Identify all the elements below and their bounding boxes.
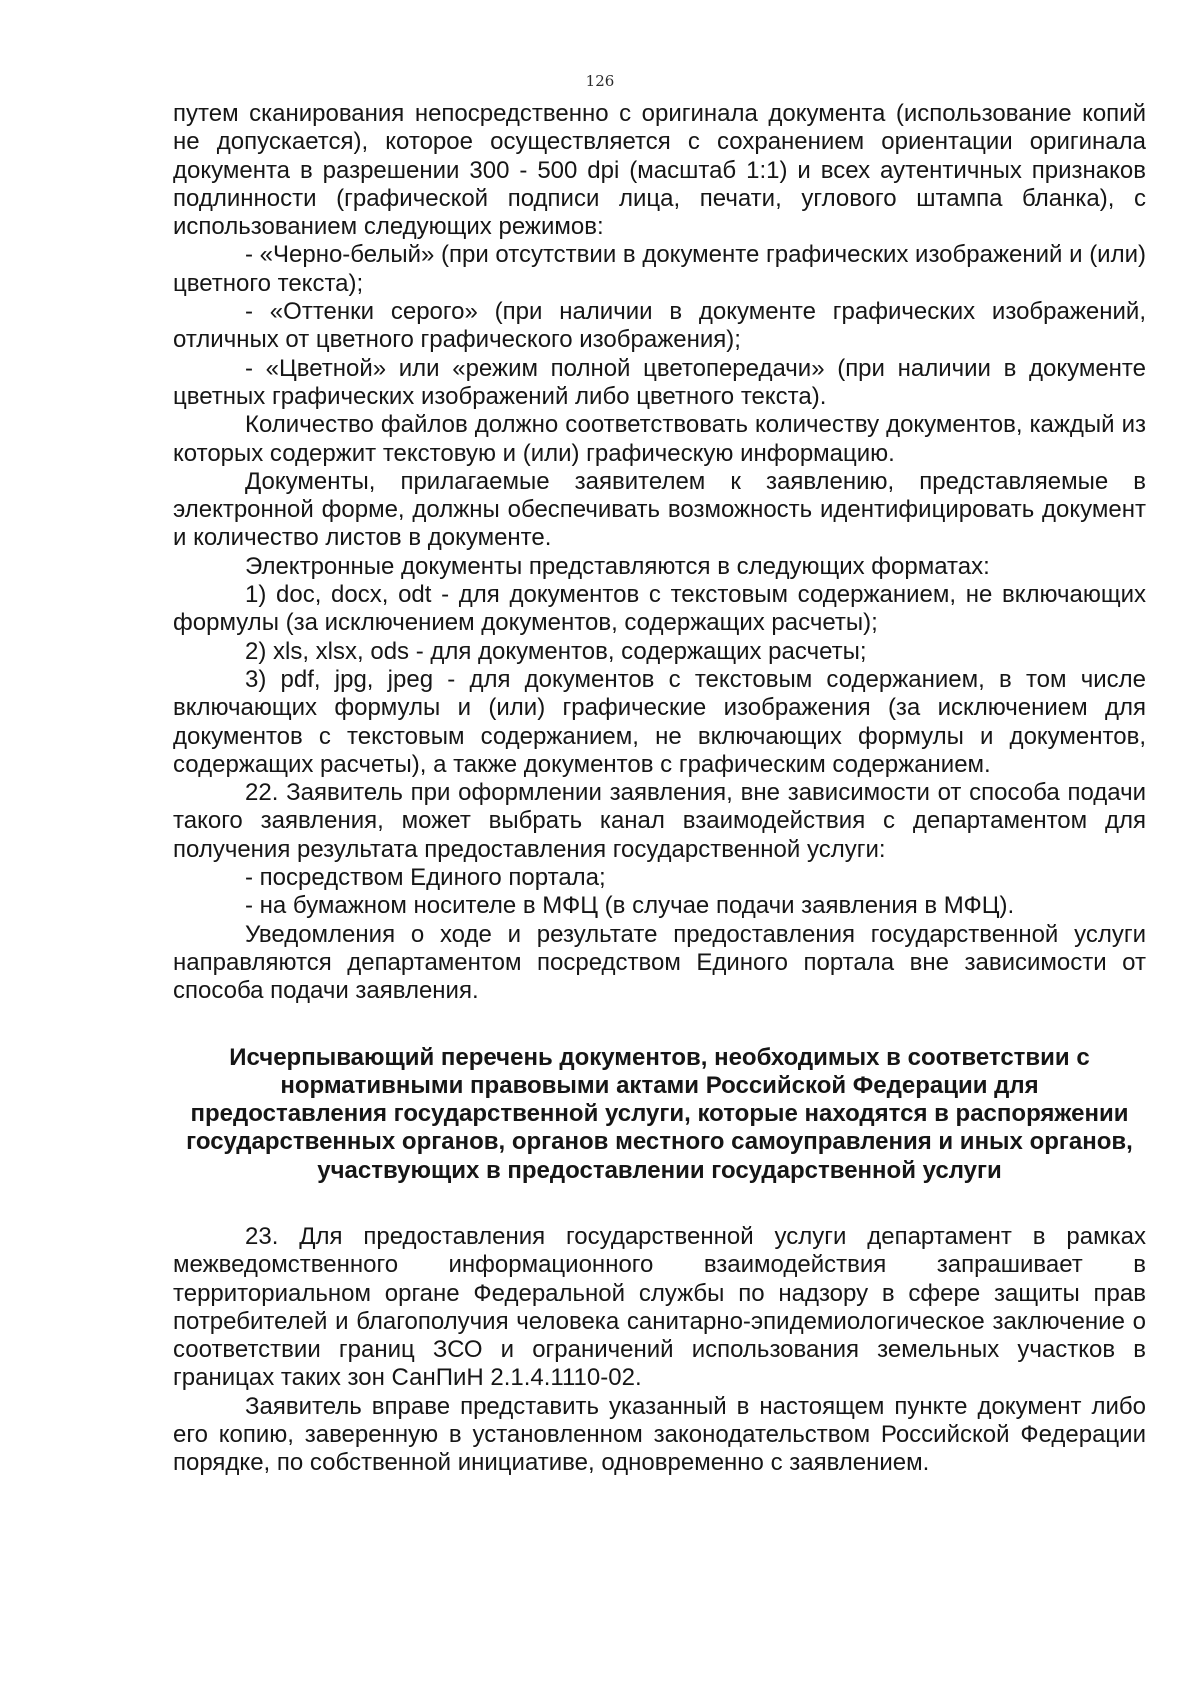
paragraph: - «Оттенки серого» (при наличии в документе графических изображений, отличных от цветного графического изображения);: [173, 298, 1146, 354]
page-number: 126: [585, 72, 615, 90]
paragraph: 22. Заявитель при оформлении заявления, вне зависимости от способа подачи такого заявления, может выбрать канал взаимодействия с департаментом для получения результата предоставления государственной услуги:: [173, 779, 1146, 863]
paragraph: Количество файлов должно соответствовать количеству документов, каждый из которых содержит текстовую и (или) графическую информацию.: [173, 411, 1146, 467]
paragraph: - «Черно-белый» (при отсутствии в документе графических изображений и (или) цветного текста);: [173, 241, 1146, 297]
paragraph: - «Цветной» или «режим полной цветопередачи» (при наличии в документе цветных графических изображений либо цветного текста).: [173, 354, 1146, 410]
paragraph: путем сканирования непосредственно с оригинала документа (использование копий не допускается), которое осуществляется с сохранением ориентации оригинала документа в разрешении 300 - 500 dpi (масштаб 1:1) и всех аутентичных признаков подлинности (графической подписи лица, печати, углового штампа бланка), с использованием следующих режимов:: [173, 100, 1146, 241]
section-after-heading: [173, 1223, 1146, 1478]
paragraph: 3) pdf, jpg, jpeg - для документов с текстовым содержанием, в том числе включающих формулы и (или) графические изображения (за исключением для документов с текстовым содержанием, не включающих формулы и документов, содержащих расчеты), а также документов с графическим содержанием.: [173, 665, 1146, 778]
paragraph: Электронные документы представляются в следующих форматах:: [245, 552, 990, 580]
section-before-heading: [173, 100, 1146, 1006]
paragraph: Заявитель вправе представить указанный в настоящем пункте документ либо его копию, заверенную в установленном законодательством Российской Федерации порядке, по собственной инициативе, одновременно с заявлением.: [173, 1392, 1146, 1477]
document-body: [173, 100, 1146, 1478]
paragraph: 1) doc, docx, odt - для документов с текстовым содержанием, не включающих формулы (за исключением документов, содержащих расчеты);: [173, 581, 1146, 637]
paragraph: Уведомления о ходе и результате предоставления государственной услуги направляются департаментом посредством Единого портала вне зависимости от способа подачи заявления.: [173, 920, 1146, 1005]
section-heading: Исчерпывающий перечень документов, необходимых в соответствии с нормативными правовыми актами Российской Федерации для предоставления государственной услуги, которые находятся в распоряжении государственных органов, органов местного самоуправления и иных органов, участвующих в предоставлении государственной услуги: [186, 1043, 1133, 1184]
paragraph: - на бумажном носителе в МФЦ (в случае подачи заявления в МФЦ).: [245, 892, 1015, 920]
paragraph: - посредством Единого портала;: [245, 864, 606, 892]
paragraph: 23. Для предоставления государственной услуги департамент в рамках межведомственного информационного взаимодействия запрашивает в территориальном органе Федеральной службы по надзору в сфере защиты прав потребителей и благополучия человека санитарно-эпидемиологическое заключение о соответствии границ ЗСО и ограничений использования земельных участков в границах таких зон СанПиН 2.1.4.1110-02.: [173, 1222, 1146, 1392]
paragraph: Документы, прилагаемые заявителем к заявлению, представляемые в электронной форме, должны обеспечивать возможность идентифицировать документ и количество листов в документе.: [173, 467, 1146, 552]
paragraph: 2) xls, xlsx, ods - для документов, содержащих расчеты;: [245, 637, 867, 665]
